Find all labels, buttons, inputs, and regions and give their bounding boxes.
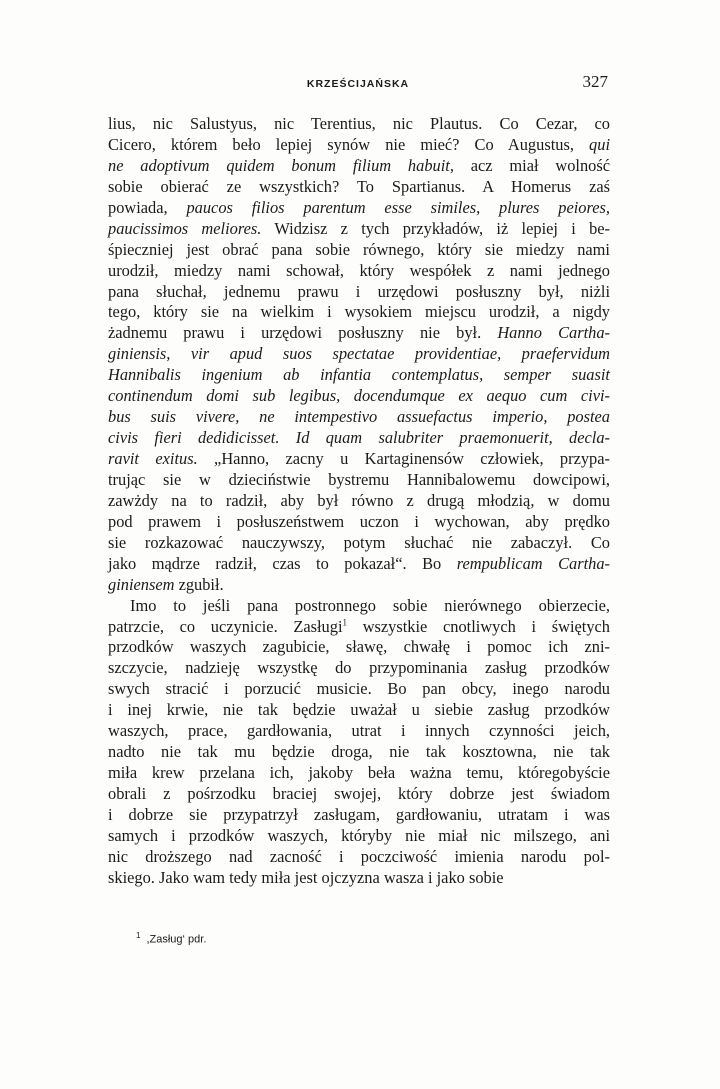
- text-line: [108, 700, 610, 721]
- running-head: [108, 72, 608, 98]
- latin-quote: bus suis vivere, ne intempestivo assuefactus imperio, postea: [108, 407, 610, 427]
- text-line: [108, 428, 610, 449]
- latin-quote: rempublicam Cartha-: [456, 553, 611, 573]
- text-segment: Widzisz z tych przykładów, iż lepiej i be-: [261, 218, 610, 238]
- text-segment: trując sie w dzieciństwie bystremu Hannibalowemu dowcipowi,: [108, 469, 610, 489]
- text-line: [108, 198, 610, 219]
- text-line: [108, 282, 610, 303]
- text-segment: i dobrze sie przypatrzył zasługam, gardłowaniu, utratam i was: [108, 804, 610, 824]
- text-line: [108, 114, 610, 135]
- text-segment: swych stracić i porzucić musicie. Bo pan obcy, inego narodu: [108, 679, 610, 699]
- latin-quote: qui: [589, 134, 610, 154]
- text-line: [108, 784, 610, 805]
- text-line: [108, 742, 610, 763]
- text-line: [108, 658, 610, 679]
- text-line: [108, 847, 610, 868]
- text-segment: miła krew przelana ich, jakoby beła ważna temu, któregobyście: [108, 763, 610, 783]
- text-line: [108, 679, 610, 700]
- text-segment: tego, który sie na wielkim i wysokiem miejscu urodził, a nigdy: [108, 302, 610, 322]
- text-line: [108, 240, 610, 261]
- text-segment: powiada,: [108, 197, 187, 217]
- text-line: [108, 156, 610, 177]
- text-segment: urodził, miedzy nami schował, który wespółek z nami jednego: [108, 260, 610, 280]
- text-segment: żadnemu prawu i urzędowi posłuszny nie był.: [108, 323, 498, 343]
- text-segment: wszystkie cnotliwych i świętych: [347, 616, 610, 636]
- text-line: [108, 637, 610, 658]
- text-segment: „Hanno, zacny u Kartaginensów człowiek, przypa-: [197, 449, 610, 468]
- text-segment: sie rozkazować nauczywszy, potym słuchać nie zabaczył. Co: [108, 532, 610, 552]
- footnote-ref: 1: [342, 617, 348, 628]
- text-line: [108, 470, 610, 491]
- text-line: [108, 512, 610, 533]
- text-line: [108, 554, 610, 575]
- text-segment: samych i przodków waszych, któryby nie miał nic milszego, ani: [108, 825, 610, 845]
- text-segment: i inej krwie, nie tak będzie uważał u siebie zasług przodków: [108, 700, 610, 720]
- latin-quote: Hannibalis ingenium ab infantia contemplatus, semper suasit: [108, 365, 610, 385]
- latin-quote: continendum domi sub legibus, docendumque ex aequo cum civi-: [108, 386, 610, 406]
- text-segment: jako mądrze radził, czas to pokazał“. Bo: [108, 553, 457, 573]
- text-line: [108, 323, 610, 344]
- footnote-text: ,Zasług‘ pdr.: [146, 933, 207, 946]
- text-segment: patrzcie, co uczynicie. Zasługi: [108, 616, 343, 636]
- latin-quote: Hanno Cartha-: [497, 323, 611, 343]
- text-line: [108, 344, 610, 365]
- latin-quote: giniensis, vir apud suos spectatae providentiae, praefervidum: [108, 344, 610, 364]
- latin-quote: giniensem: [108, 574, 175, 594]
- text-line: [108, 219, 610, 240]
- text-line: [108, 868, 610, 889]
- text-line: [108, 826, 610, 847]
- text-line: [108, 449, 610, 470]
- text-line: [108, 575, 610, 596]
- text-line: [108, 177, 610, 198]
- page-number: 327: [582, 72, 608, 91]
- footnote: [136, 931, 206, 946]
- text-line: [108, 721, 610, 742]
- latin-quote: civis fieri dedidicisset. Id quam salubriter praemonuerit, decla-: [108, 428, 610, 448]
- text-line: [108, 617, 610, 638]
- body-text: [108, 114, 610, 889]
- text-segment: przodków waszych zagubicie, sławę, chwałę i pomoc ich zni-: [108, 637, 610, 657]
- text-segment: waszych, prace, gardłowania, utrat i innych czynności jeich,: [108, 721, 610, 741]
- text-line: [108, 135, 610, 156]
- text-line: [108, 596, 610, 617]
- text-segment: pana słuchał, jednemu prawu i urzędowi posłuszny był, niżli: [108, 281, 610, 301]
- text-line: [108, 407, 610, 428]
- text-line: [108, 261, 610, 282]
- text-line: [108, 763, 610, 784]
- text-segment: skiego. Jako wam tedy miła jest ojczyzna wasza i jako sobie: [108, 867, 504, 887]
- text-segment: pod prawem i posłuszeństwem uczon i wychowan, aby prędko: [108, 511, 610, 531]
- text-segment: śpieczniej jest obrać pana sobie równego, który sie miedzy nami: [108, 239, 610, 259]
- text-segment: zawżdy na to radził, aby był równo z drugą młodzią, w domu: [108, 490, 610, 510]
- text-line: [108, 805, 610, 826]
- latin-quote: paucissimos meliores.: [108, 218, 262, 238]
- text-segment: acz miał wolność: [453, 155, 610, 175]
- text-line: [108, 386, 610, 407]
- text-segment: Imo to jeśli pana postronnego sobie nierównego obierzecie,: [130, 595, 610, 615]
- text-segment: szczycie, nadzieję wszystkę do przypominania zasług przodków: [108, 658, 610, 678]
- text-segment: obrali z pośrzodku braciej swojej, który dobrze jest świadom: [108, 784, 610, 803]
- text-line: [108, 491, 610, 512]
- footnote-marker: 1: [136, 931, 141, 940]
- running-title: KRZEŚCIJAŃSKA: [306, 78, 410, 90]
- text-line: [108, 533, 610, 554]
- text-segment: zgubił.: [174, 574, 224, 594]
- text-line: [108, 365, 610, 386]
- latin-quote: ravit exitus.: [108, 449, 198, 468]
- latin-quote: ne adoptivum quidem bonum filium habuit,: [108, 155, 454, 175]
- text-line: [108, 302, 610, 323]
- latin-quote: paucos filios parentum esse similes, plures peiores,: [186, 197, 610, 217]
- text-segment: nadto nie tak mu będzie droga, nie tak kosztowna, nie tak: [108, 742, 610, 762]
- text-segment: lius, nic Salustyus, nic Terentius, nic Plautus. Co Cezar, co: [108, 114, 610, 133]
- text-segment: Cicero, którem beło lepiej synów nie mieć? Co Augustus,: [108, 134, 590, 154]
- text-segment: sobie obierać ze wszystkich? To Spartianus. A Homerus zaś: [108, 176, 610, 196]
- text-segment: nic droższego nad zacność i poczciwość imienia narodu pol-: [108, 846, 610, 866]
